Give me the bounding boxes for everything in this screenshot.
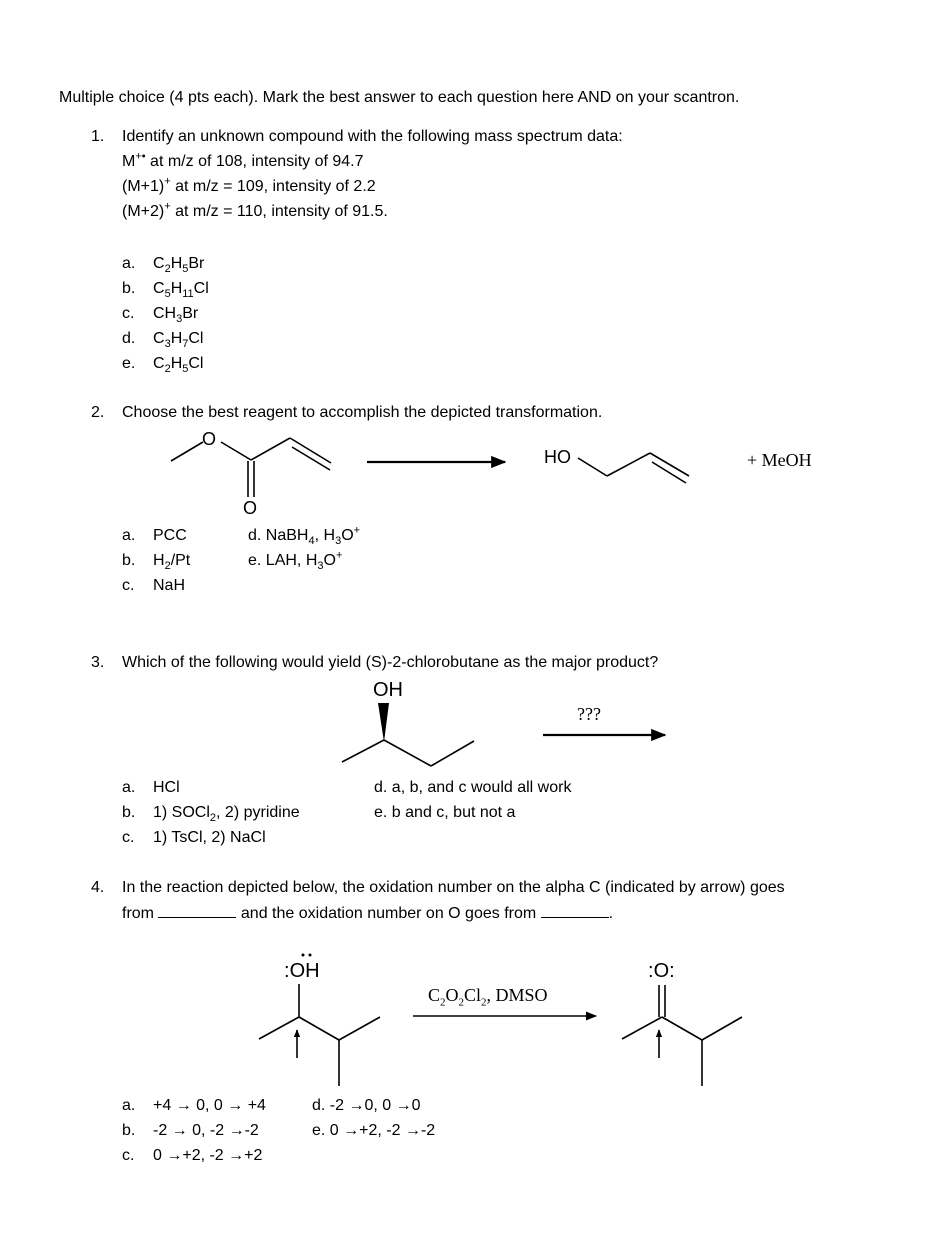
q3-option-a[interactable]: a. HCl bbox=[122, 779, 180, 796]
q2-option-b[interactable]: b. $H_2/Pt$ bbox=[122, 552, 191, 573]
q2-option-c[interactable]: c. NaH bbox=[122, 577, 186, 594]
q2-stem: Choose the best reagent to accomplish the depicted transformation. bbox=[122, 404, 603, 421]
q2-option-e[interactable]: e. LAH, $H_3O^+$ bbox=[248, 549, 343, 573]
q1-option-c[interactable]: c. $CH_3Br$ bbox=[122, 305, 199, 326]
q3-option-b[interactable]: b. 1) SOCl$_2$, 2) pyridine bbox=[122, 804, 300, 825]
q1-data-m2: (M+2)+ at m/z = 110, intensity of 91.5. bbox=[122, 200, 388, 220]
q2-number: 2. bbox=[91, 404, 105, 421]
q4-reagent: $C_2O_2Cl_2$, DMSO bbox=[428, 985, 548, 1009]
q3-reagent-unknown: ??? bbox=[577, 704, 601, 724]
q3-butanol bbox=[342, 740, 474, 766]
q4-option-d[interactable]: d. -2 →0, 0 →0 bbox=[312, 1097, 421, 1114]
q2-option-d[interactable]: d. NaBH$_4$, $H_3O^+$ bbox=[248, 524, 361, 548]
q2-option-a[interactable]: a. PCC bbox=[122, 527, 187, 544]
page-header: Multiple choice (4 pts each). Mark the best answer to each question here AND on your scantron. bbox=[59, 89, 740, 106]
q1-option-b[interactable]: b. $C_5H_{11}Cl$ bbox=[122, 280, 209, 301]
q4-carbonyl-oxygen-label: :O: bbox=[648, 960, 675, 982]
q2-hydroxyl-label: HO bbox=[544, 447, 571, 467]
q3-option-e[interactable]: e. b and c, but not a bbox=[374, 804, 516, 821]
q3-option-d[interactable]: d. a, b, and c would all work bbox=[374, 779, 572, 796]
q4-oh-lone-pair-dot bbox=[309, 954, 312, 957]
q3-wedge-bond bbox=[378, 703, 389, 742]
q3-stem: Which of the following would yield (S)-2-chlorobutane as the major product? bbox=[122, 654, 659, 671]
q2-carbonyl-oxygen-label: O bbox=[243, 498, 258, 518]
q4-stem-line2: from and the oxidation number on O goes from . bbox=[122, 905, 614, 922]
q4-hydroxyl-label: :OH bbox=[284, 960, 320, 982]
q1-option-e[interactable]: e. $C_2H_5Cl$ bbox=[122, 355, 204, 376]
q3-option-c[interactable]: c. 1) TsCl, 2) NaCl bbox=[122, 829, 266, 846]
q4-alcohol bbox=[259, 984, 380, 1086]
q1-option-a[interactable]: a. $C_2H_5Br$ bbox=[122, 255, 205, 276]
q2-byproduct: + MeOH bbox=[747, 450, 812, 470]
q4-option-b[interactable]: b. -2 → 0, -2 →-2 bbox=[122, 1122, 259, 1139]
q4-option-c[interactable]: c. 0 →+2, -2 →+2 bbox=[122, 1147, 263, 1164]
q1-data-m: M+• at m/z of 108, intensity of 94.7 bbox=[122, 150, 364, 170]
q4-oh-lone-pair-dot bbox=[302, 954, 305, 957]
q4-stem-line1: In the reaction depicted below, the oxidation number on the alpha C (indicated by arrow) goes bbox=[122, 879, 785, 896]
q1-number: 1. bbox=[91, 128, 105, 145]
q2-methyl-acrylate bbox=[171, 438, 331, 497]
q4-option-a[interactable]: a. +4 → 0, 0 → +4 bbox=[122, 1097, 266, 1114]
q3-hydroxyl-label: OH bbox=[373, 679, 403, 701]
q1-stem: Identify an unknown compound with the following mass spectrum data: bbox=[122, 128, 623, 145]
q3-number: 3. bbox=[91, 654, 105, 671]
q2-ester-oxygen-label: O bbox=[202, 429, 217, 449]
q1-data-m1: (M+1)+ at m/z = 109, intensity of 2.2 bbox=[122, 175, 376, 195]
q1-option-d[interactable]: d. $C_3H_7Cl$ bbox=[122, 330, 204, 351]
q4-number: 4. bbox=[91, 879, 105, 896]
q4-option-e[interactable]: e. 0 →+2, -2 →-2 bbox=[312, 1122, 436, 1139]
q4-ketone bbox=[622, 985, 742, 1086]
q2-allyl-alcohol bbox=[578, 453, 689, 483]
